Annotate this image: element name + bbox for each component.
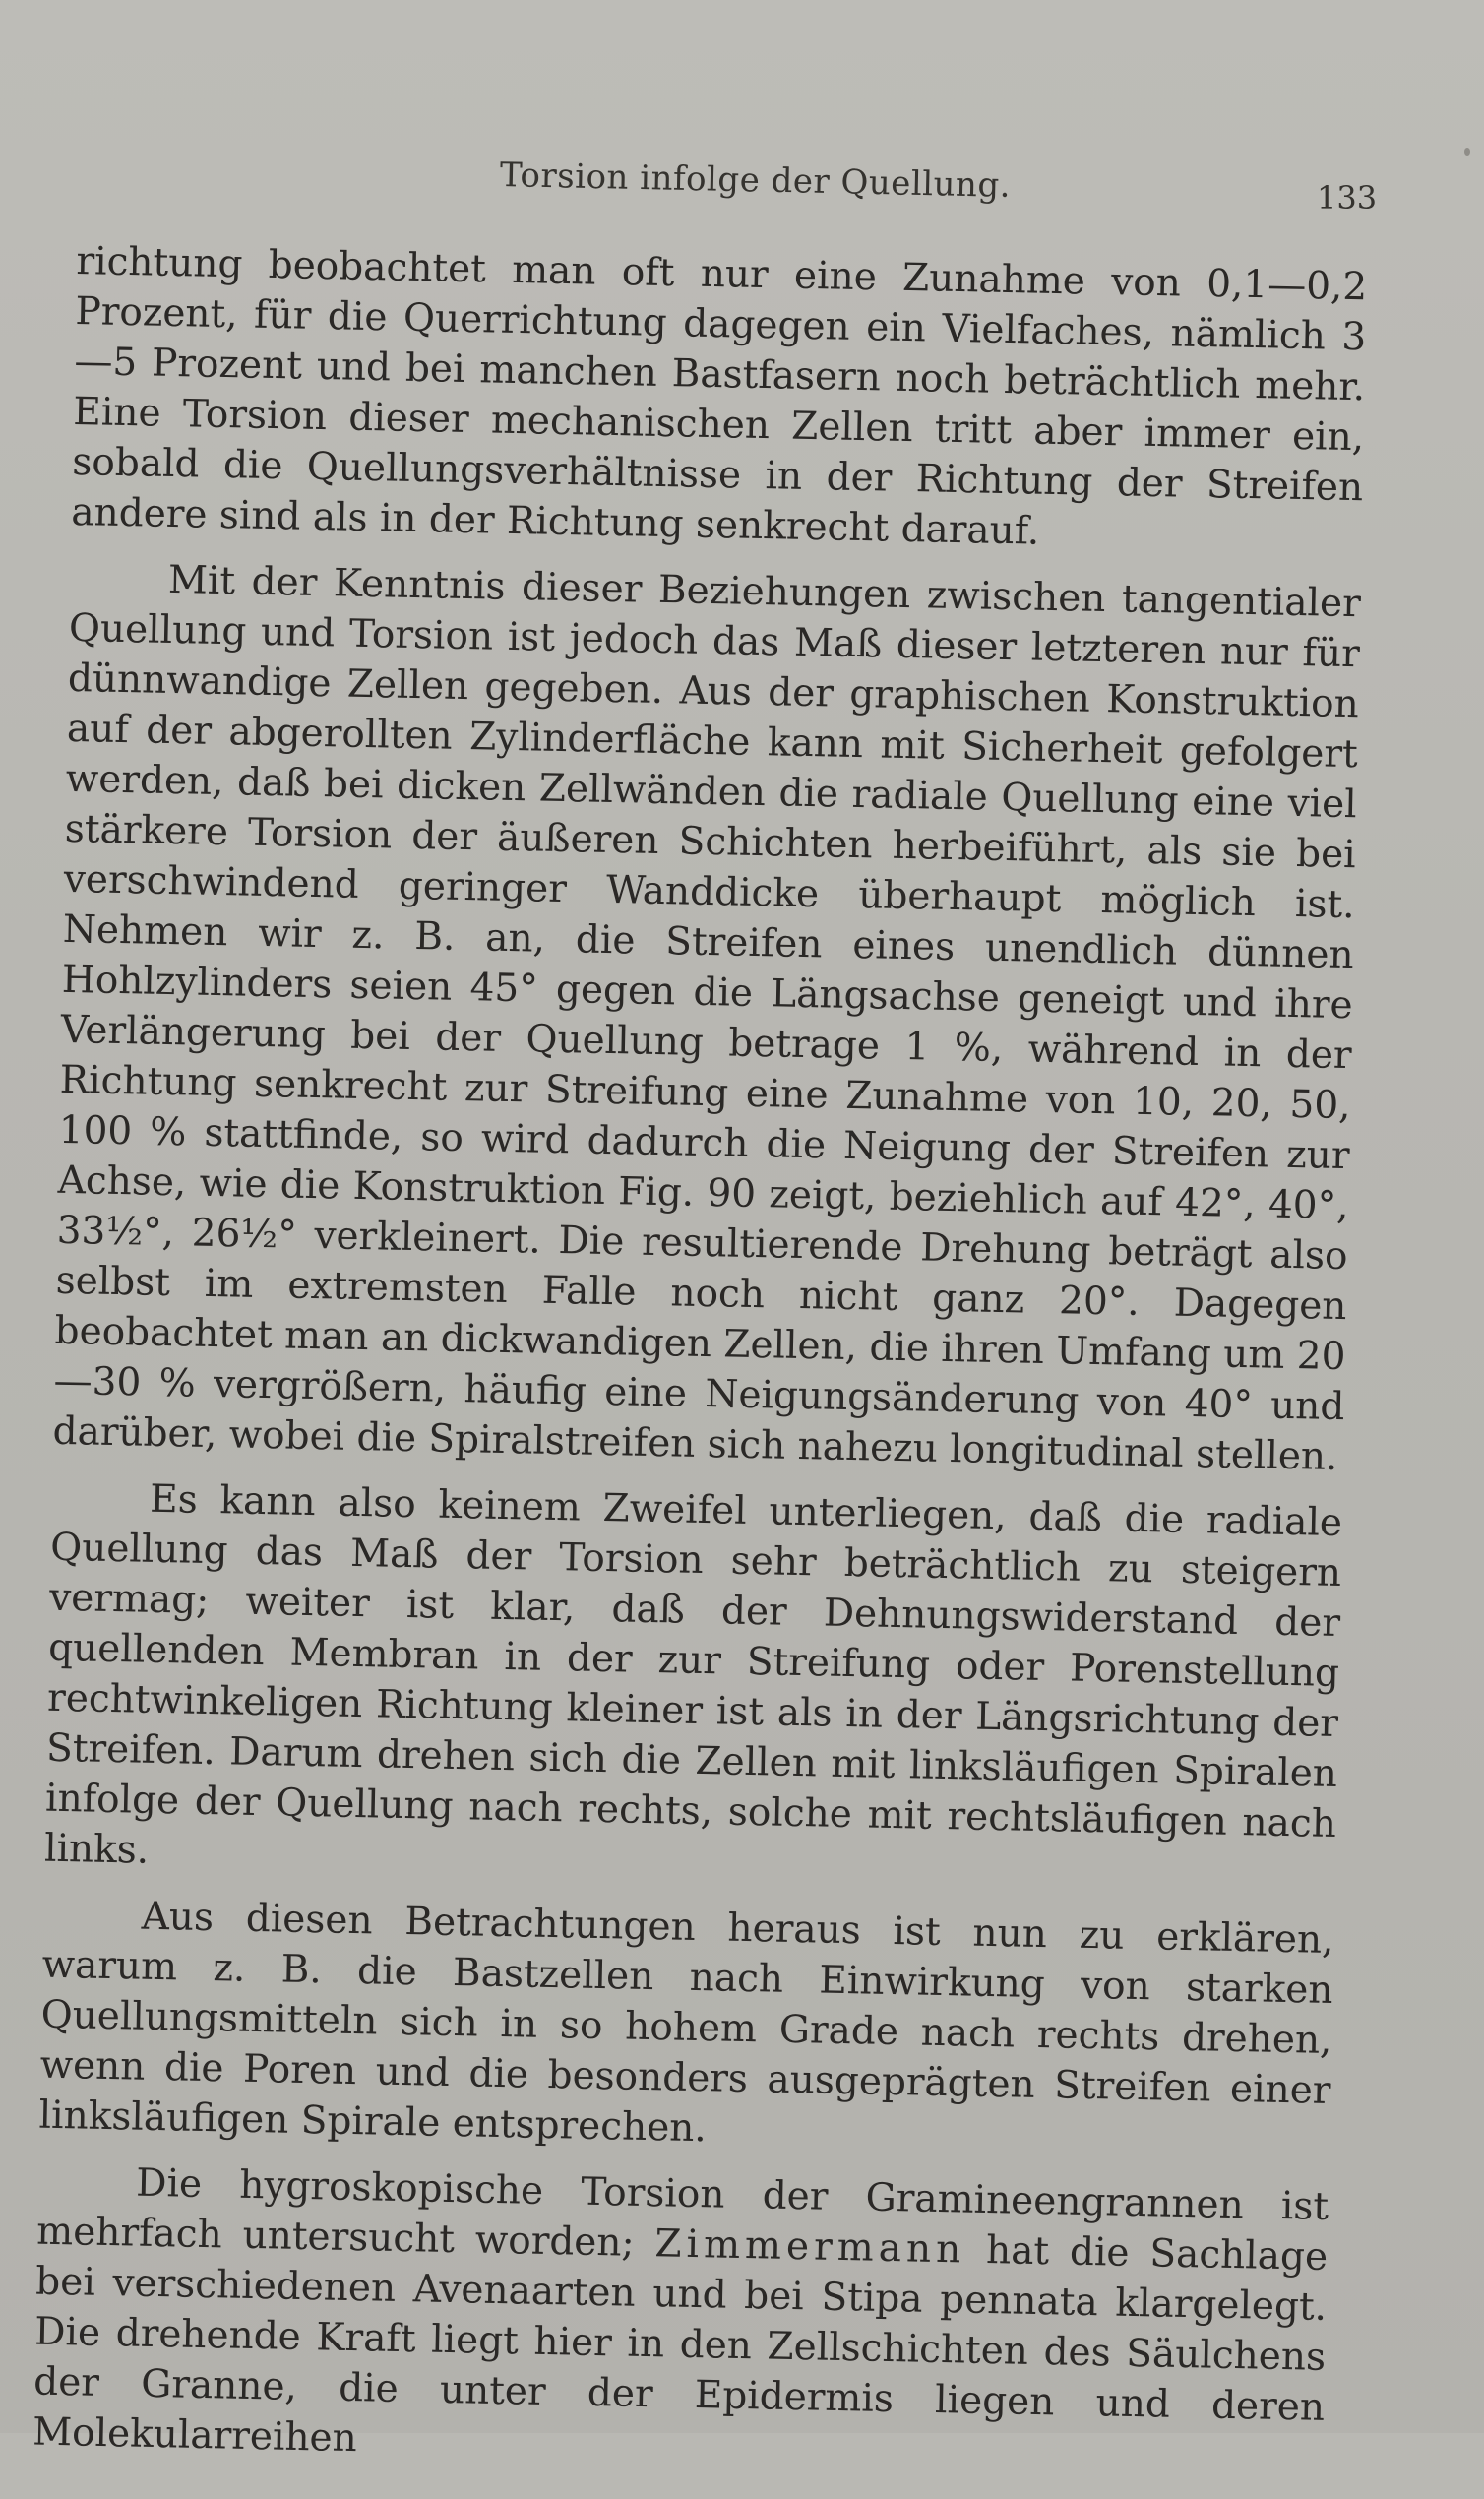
paragraph-text: Die hygroskopische Torsion der Gramineengrannen ist mehrfach untersucht worden; bbox=[35, 2160, 1329, 2267]
paragraph: Mit der Kenntnis dieser Beziehungen zwischen tangentialer Quellung und Torsion ist jedoch das Maß dieser letzteren nur für dünnwandige Zellen gegeben. Aus der graphischen Konstruktion auf der abgerollten Zylinderfläche kann mit Sicherheit gefolgert werden, daß bei dicken Zellwänden die radiale Quellung eine viel stärkere Torsion der äußeren Schichten herbeiführt, als sie bei verschwindend geringer Wanddicke überhaupt möglich ist. Nehmen wir z. B. an, die Streifen eines unendlich dünnen Hohlzylinders seien 45° gegen die Längsachse geneigt und ihre Verlängerung bei der Quellung betrage 1 %, während in der Richtung senkrecht zur Streifung eine Zunahme von 10, 20, 50, 100 % stattfinde, so wird dadurch die Neigung der Streifen zur Achse, wie die Konstruktion Fig. 90 zeigt, beziehlich auf 42°, 40°, 33½°, 26½° verkleinert. Die resultierende Drehung beträgt also selbst im extremsten Falle noch nicht ganz 20°. Dagegen beobachtet man an dickwandigen Zellen, die ihren Umfang um 20—30 % vergrößern, häufig eine Neigungsänderung von 40° und darüber, wobei die Spiralstreifen sich nahezu longitudinal stellen. bbox=[52, 557, 1362, 1479]
author-name: Zimmermann bbox=[654, 2221, 966, 2273]
running-title: Torsion infolge der Quellung. bbox=[499, 156, 1012, 206]
paragraph: Aus diesen Betrachtungen heraus ist nun zu erklären, warum z. B. die Bastzellen nach Einwirkung von starken Quellungsmitteln sich in so hohem Grade nach rechts drehen, wenn die Poren und die besonders ausgeprägten Streifen einer linksläufigen Spirale entsprechen. bbox=[38, 1894, 1334, 2152]
body-text bbox=[31, 236, 1367, 2499]
dust-speck bbox=[1464, 148, 1470, 156]
paragraph-text: hat die Sachlage bei verschiedenen Avenaarten und bei Stipa pennata klargelegt. Die drehende Kraft liegt hier in den Zellschichten des Säulchens der Granne, die unter der Epidermis liegen und deren Molekularreihen bbox=[31, 2227, 1329, 2462]
paragraph-continued: richtung beobachtet man oft nur eine Zunahme von 0,1—0,2 Prozent, für die Querrichtung dagegen ein Vielfaches, nämlich 3—5 Prozent und bei manchen Bastfasern noch beträchtlich mehr. Eine Torsion dieser mechanischen Zellen tritt aber immer ein, sobald die Quellungsverhältnisse in der Richtung der Streifen andere sind als in der Richtung senkrecht darauf. bbox=[70, 238, 1368, 554]
paragraph bbox=[32, 2156, 1329, 2483]
page-number: 133 bbox=[1317, 179, 1378, 217]
paragraph: Es kann also keinem Zweifel unterliegen, daß die radiale Quellung das Maß der Torsion sehr beträchtlich zu steigern vermag; weiter ist klar, daß der Dehnungswiderstand der quellenden Membran in der zur Streifung oder Porenstellung rechtwinkeligen Richtung kleiner ist als in der Längsrichtung der Streifen. Darum drehen sich die Zellen mit linksläufigen Spiralen infolge der Quellung nach rechts, solche mit rechtsläufigen nach links. bbox=[43, 1476, 1343, 1873]
